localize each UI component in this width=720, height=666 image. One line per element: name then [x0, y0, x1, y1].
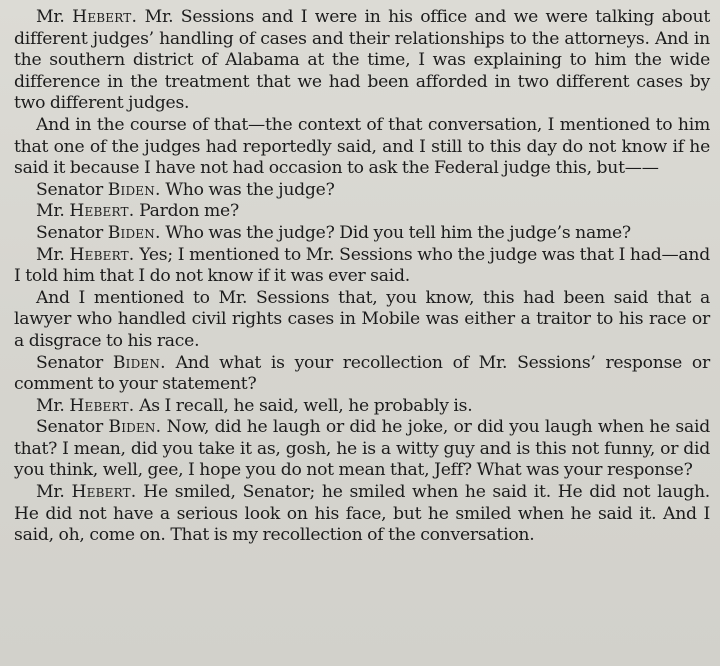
- speaker-name: Hebert.: [69, 201, 135, 222]
- speaker-title: Senator: [36, 417, 109, 438]
- speaker-title: Senator: [36, 222, 108, 243]
- speaker-name: Hebert.: [72, 7, 138, 27]
- speaker-name: Hebert.: [69, 395, 135, 416]
- paragraph-text: Yes; I mentioned to Mr. Sessions who the judge was that I had—and I told him that I do not know if it was ever said.: [14, 244, 710, 287]
- speaker-name: Hebert.: [71, 482, 137, 503]
- paragraph-text: Who was the judge?: [160, 179, 335, 200]
- transcript-paragraph: [14, 180, 710, 202]
- transcript-paragraph: [14, 482, 710, 547]
- paragraph-text: Who was the judge? Did you tell him the judge’s name?: [160, 222, 631, 243]
- paragraph-text: And I mentioned to Mr. Sessions that, you know, this had been said that a lawyer who handled civil rights cases in Mobile was either a traitor to his race or a disgrace to his race.: [14, 287, 710, 351]
- speaker-name: Biden.: [112, 352, 166, 373]
- speaker-name: Hebert.: [69, 244, 135, 265]
- transcript-paragraph: [14, 353, 710, 396]
- speaker-title: Mr.: [36, 201, 70, 222]
- paragraph-text: As I recall, he said, well, he probably is.: [134, 395, 473, 416]
- speaker-name: Biden.: [107, 179, 161, 200]
- speaker-title: Senator: [36, 179, 108, 200]
- speaker-title: Mr.: [36, 482, 72, 503]
- transcript-paragraph: [14, 7, 710, 115]
- speaker-name: Biden.: [108, 417, 162, 438]
- speaker-title: Mr.: [36, 244, 70, 265]
- speaker-title: Mr.: [36, 7, 73, 27]
- transcript-paragraph: [14, 396, 710, 418]
- paragraph-text: He smiled, Senator; he smiled when he said it. He did not laugh. He did not have a serious look on his face, but he smiled when he said it. And I said, oh, come on. That is my recollection of the conversation.: [14, 482, 710, 546]
- transcript-paragraph: [14, 223, 710, 245]
- transcript-paragraph: [14, 245, 710, 288]
- paragraph-text: Now, did he laugh or did he joke, or did you laugh when he said that? I mean, did you take it as, gosh, he is a witty guy and is this not funny, or did you think, well, gee, I hope you do not mean that, Jeff? What was your response?: [14, 417, 710, 481]
- transcript-paragraph: [14, 288, 710, 353]
- transcript-paragraph: [14, 417, 710, 482]
- paragraph-text: Mr. Sessions and I were in his office and we were talking about different judges’ handling of cases and their relationships to the attorneys. And in the southern district of Alabama at the time, I was explaining to him the wide difference in the treatment that we had been afforded in two different cases by two different judges.: [14, 7, 710, 114]
- speaker-title: Senator: [36, 352, 113, 373]
- paragraph-text: And in the course of that—the context of that conversation, I mentioned to him that one of the judges had reportedly said, and I still to this day do not know if he said it because I have not had occasion to ask the Federal judge this, but——: [14, 114, 710, 179]
- paragraph-text: Pardon me?: [134, 201, 239, 222]
- transcript-paragraph: [14, 115, 710, 180]
- speaker-name: Biden.: [107, 222, 161, 243]
- paragraph-text: And what is your recollection of Mr. Sessions’ response or comment to your statement?: [14, 352, 710, 395]
- transcript-paragraph: [14, 201, 710, 223]
- speaker-title: Mr.: [36, 395, 70, 416]
